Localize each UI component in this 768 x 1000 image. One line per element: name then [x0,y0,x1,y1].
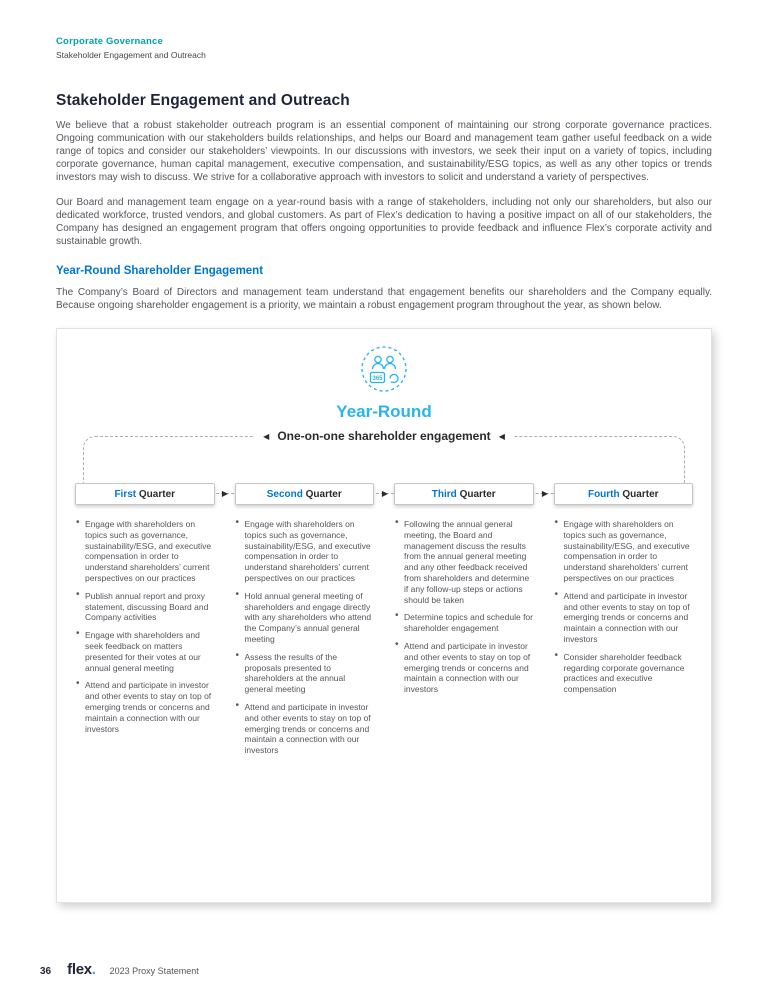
quarter-list-third [394,519,534,695]
quarter-column-third [394,483,534,763]
paragraph-2: Our Board and management team engage on a year-round basis with a range of stakeholders, including not only our shareholders, but also our dedicated workforce, trusted vendors, and global customers. As part of Flex’s dedication to having a positive impact on all of our stakeholders, the Company has designed an engagement program that offers ongoing opportunities to provide feedback and influence Flex’s corporate activity and sustainable growth. [56,197,712,247]
list-item: • Engage with shareholders and seek feedback on matters presented for their votes at our annual general meeting [75,630,215,673]
list-item: • Hold annual general meeting of shareholders and engage directly with any shareholders who attend the Company’s annual general meeting [235,591,375,645]
page-footer [40,961,199,978]
quarter-column-second [235,483,375,763]
quarter-label-accent: Second [266,488,303,500]
quarter-box-first [75,483,215,505]
year-round-icon [75,345,693,398]
flow-arrow-right-icon: ▶ [221,489,229,498]
quarter-label: Quarter [302,488,342,500]
quarter-box-second [235,483,375,505]
quarter-list-second [235,519,375,756]
list-item: • Attend and participate in investor and other events to stay on top of emerging trends or concerns and maintain a connection with our investors [75,680,215,734]
list-item: • Publish annual report and proxy statement, discussing Board and Company activities [75,591,215,623]
list-item: • Engage with shareholders on topics such as governance, sustainability/ESG, and executive compensation in order to understand shareholders’ current perspectives on our practices [75,519,215,584]
cycle-subtitle-row [75,428,693,445]
list-item: • Assess the results of the proposals presented to shareholders at the annual general meeting [235,652,375,695]
list-item: • Attend and participate in investor and other events to stay on top of emerging trends or concerns and maintain a connection with our investors [235,702,375,756]
list-item: • Attend and participate in investor and other events to stay on top of emerging trends or concerns and maintain a connection with our investors [394,641,534,695]
list-item: • Engage with shareholders on topics such as governance, sustainability/ESG, and executive compensation in order to understand shareholders’ current perspectives on our practices [554,519,694,584]
page-number: 36 [40,966,52,977]
quarter-column-first [75,483,215,763]
quarter-list-fourth [554,519,694,695]
calendar-people-icon [360,345,408,393]
page-title: Stakeholder Engagement and Outreach [56,92,350,109]
paragraph-3: The Company’s Board of Directors and management team understand that engagement benefits our shareholders and the Company equally. Because ongoing shareholder engagement is a priority, we maintain a robust engagement program throughout the year, as shown below. [56,287,712,311]
flex-logo: flex. [67,961,96,978]
quarter-column-fourth [554,483,694,763]
year-round-engagement-diagram [56,328,712,903]
list-item: • Consider shareholder feedback regarding corporate governance practices and executive compensation [554,652,694,695]
flow-arrow-right-icon: ▶ [541,489,549,498]
logo-dot: . [91,961,96,978]
paragraph-1: We believe that a robust stakeholder outreach program is an essential component of maintaining our strong corporate governance practices. Ongoing communication with our stakeholders builds relationships, and helps our Board and management team gather useful feedback on a wide range of topics and consider our stakeholders’ viewpoints. In our discussions with investors, we seek their input on a variety of topics, including corporate governance, human capital management, executive compensation, and sustainability/ESG topics, as well as any other topics or trends investors may wish to discuss. We strive for a collaborative approach with investors to solicit and understand a variety of perspectives. [56,120,712,183]
icon-365-label: 365 [372,376,383,383]
cycle-arrow-right-icon: ◀ [498,432,505,441]
quarters-row [75,483,693,763]
quarter-label: Quarter [456,488,496,500]
flow-arrow-right-icon: ▶ [381,489,389,498]
quarter-label-accent: First [114,488,137,500]
section-eyebrow-subtitle: Stakeholder Engagement and Outreach [56,50,206,60]
list-item: • Engage with shareholders on topics such as governance, sustainability/ESG, and executive compensation in order to understand shareholders’ current perspectives on our practices [235,519,375,584]
quarter-label: Quarter [619,488,659,500]
subsection-title: Year-Round Shareholder Engagement [56,265,264,277]
quarter-list-first [75,519,215,734]
list-item: • Attend and participate in investor and other events to stay on top of emerging trends or concerns and maintain a connection with our investors [554,591,694,645]
diagram-title: Year-Round [336,402,432,421]
section-eyebrow: Corporate Governance [56,36,163,47]
cycle-arrow-left-icon: ◀ [263,432,270,441]
footer-statement: 2023 Proxy Statement [109,966,199,976]
quarter-box-third [394,483,534,505]
quarter-label-accent: Third [431,488,457,500]
list-item: • Determine topics and schedule for shareholder engagement [394,612,534,634]
quarter-label-accent: Fourth [587,488,620,500]
list-item: • Following the annual general meeting, the Board and management discuss the results from the annual general meeting and any other feedback received from shareholders and determine if any follow-up steps or actions should be taken [394,519,534,605]
quarter-label: Quarter [136,488,176,500]
quarter-box-fourth [554,483,694,505]
cycle-subtitle: One-on-one shareholder engagement [277,429,491,443]
